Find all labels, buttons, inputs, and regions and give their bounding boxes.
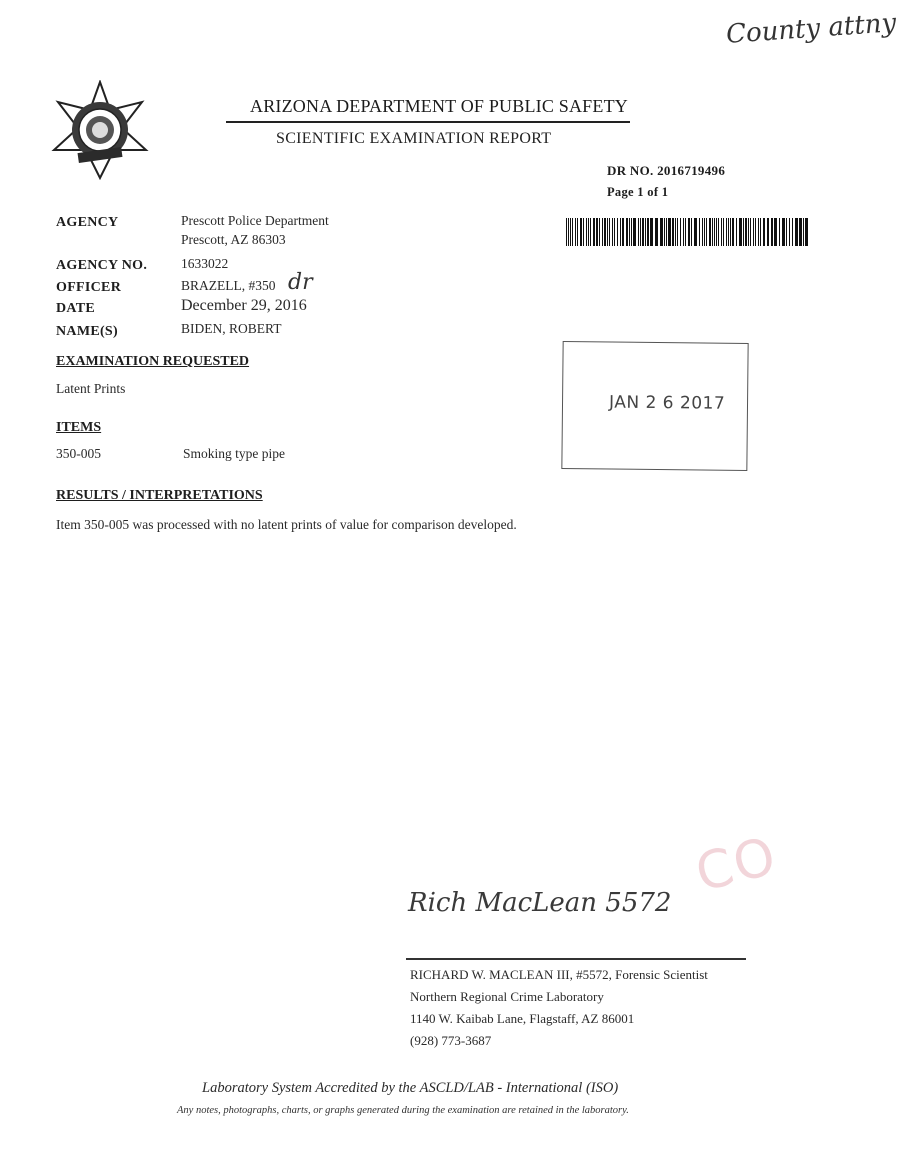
- lab-address: 1140 W. Kaibab Lane, Flagstaff, AZ 86001: [410, 1011, 635, 1026]
- header-rule: [226, 121, 630, 123]
- agency-no-value: 1633022: [181, 256, 229, 271]
- names-value: BIDEN, ROBERT: [181, 321, 282, 336]
- item-description: Smoking type pipe: [183, 446, 285, 461]
- date-label: DATE: [56, 301, 96, 316]
- results-text: Item 350-005 was processed with no latent prints of value for comparison developed.: [56, 517, 517, 532]
- names-label: NAME(S): [56, 324, 118, 339]
- barcode: [566, 218, 810, 246]
- department-title: ARIZONA DEPARTMENT OF PUBLIC SAFETY: [250, 96, 628, 116]
- page-number: Page 1 of 1: [607, 185, 669, 199]
- dps-seal-logo: [50, 80, 150, 180]
- lab-name: Northern Regional Crime Laboratory: [410, 989, 604, 1004]
- handwritten-note: County attny: [725, 8, 898, 50]
- results-heading: RESULTS / INTERPRETATIONS: [56, 488, 263, 503]
- copy-stamp-mark: CO: [689, 826, 784, 904]
- officer-value: BRAZELL, #350: [181, 278, 276, 293]
- signer-name: RICHARD W. MACLEAN III, #5572, Forensic Scientist: [410, 967, 708, 982]
- stamp-date: JAN 2 6 2017: [608, 392, 726, 414]
- date-value: December 29, 2016: [181, 297, 307, 314]
- exam-requested-value: Latent Prints: [56, 381, 126, 396]
- handwritten-signature: Rich MacLean 5572: [408, 888, 672, 918]
- items-heading: ITEMS: [56, 420, 102, 435]
- retention-note: Any notes, photographs, charts, or graphs generated during the examination are retained in the laboratory.: [177, 1105, 629, 1116]
- signature-rule: [406, 958, 746, 960]
- officer-label: OFFICER: [56, 280, 122, 295]
- agency-no-label: AGENCY NO.: [56, 258, 148, 273]
- received-stamp: [561, 341, 748, 471]
- exam-requested-heading: EXAMINATION REQUESTED: [56, 354, 250, 369]
- agency-label: AGENCY: [56, 215, 119, 230]
- item-number: 350-005: [56, 446, 101, 461]
- lab-phone: (928) 773-3687: [410, 1033, 492, 1048]
- accreditation-line: Laboratory System Accredited by the ASCLD/LAB - International (ISO): [202, 1080, 619, 1096]
- officer-initials: dr: [288, 270, 313, 295]
- report-type: SCIENTIFIC EXAMINATION REPORT: [276, 130, 552, 147]
- agency-value: Prescott Police Department: [181, 213, 329, 228]
- agency-address: Prescott, AZ 86303: [181, 232, 286, 247]
- dr-number: DR NO. 2016719496: [607, 163, 726, 178]
